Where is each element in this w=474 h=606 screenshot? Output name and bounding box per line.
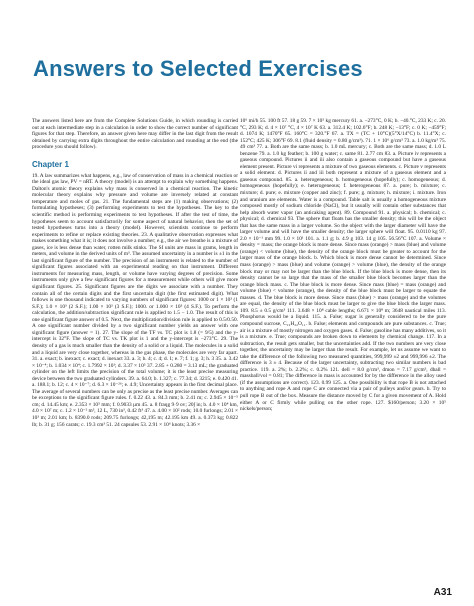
chapter-heading: Chapter 1 [32, 159, 69, 169]
page-number: A31 [433, 587, 452, 598]
right-column [240, 118, 446, 578]
left-column [32, 118, 238, 586]
right-answers-text: 10⁶ mi/h 55. 100 ft 57. 18 g 59. 7 × 10⁵ kg mercury 61. a. −273°C, 0 K; b. −40.°C, 233 K; c. 20.°C, 293 K; d. 4 × 10⁷ °C, 4 × 10⁷ K 63. a. 312.4 K; 102.6°F; b. 248 K; −13°F; c. 0 K; −459°F; d. 1074 K; 1470°F 65. 160°C = 320.°F 67. a. TX = (TC + 10°C)(5°X/14°C) b. 11.4°X; c. 152°C; 425 K; 306°F 69. 8.1 (fluid density = 0.80 g/cm³). 71. 1 × 10⁶ g/cm³ 73. a. 1.0 kg/m³ 75. 49 cm³ 77. a. Both are the same mass; b. 1.0 mL mercury; c. Both are the same mass; d. 1.0 L benzene 79. a. 1.0 kg feather; b. 100 g water; c. same 81. 2.77 cm 83. a. Picture iv represents a gaseous compound. Pictures ii and iii also contain a gaseous compound but have a gaseous element present. Picture vi represents a mixture of two gaseous elements. c. Picture v represents a solid element. d. Pictures ii and iii both represent a mixture of a gaseous element and a gaseous compound. 85. a. heterogeneous; b. homogeneous (hopefully); c. homogeneous; d. homogeneous (hopefully); e. heterogeneous; f. heterogeneous 87. a. pure; b. mixture; c. mixture; d. pure; e. mixture (copper and zinc); f. pure; g. mixture; h. mixture; i. mixture. Iron and uranium are elements. Water is a compound. Table salt is usually a homogeneous mixture composed mostly of sodium chloride (NaCl), but it usually will contain other substances that help absorb water vapor (an anticaking agent). 89. Compound 91. a. physical; b. chemical; c. physical; d. chemical 93. The sphere that floats has the smaller density; this will be the object that has the same mass in a larger volume. So the object with the larger diameter will have the larger volume and will have the smaller density; the larger sphere will float. 95. 0.0110 kg 97. 2.0 × 10⁻¹ mm 99. 1.0 × 10¹ 101. a. 1.1 g; b. 4.9 g 103. 14 g 105. 56.56°C 107. a. Volume × density = mass; the orange block is more dense. Since mass (orange) > mass (blue) and volume (orange) < volume (blue), the density of the orange block must be greater to account for the larger mass of the orange block. b. Which block is more dense cannot be determined. Since mass (orange) > mass (blue) and volume (orange) > volume (blue), the density of the orange block may or may not be larger than the blue block. If the blue block is more dense, then its density cannot be so large that the mass of the smaller blue block becomes larger than the orange block mass. c. The blue block is more dense. Since mass (blue) = mass (orange) and volume (blue) < volume (orange), the density of the blue block must be larger to equate the masses. d. The blue block is more dense. Since mass (blue) > mass (orange) and the volumes are equal, the density of the blue block must be larger to give the blue block the larger mass. 109. 8.5 ± 0.5 g/cm³ 111. 3.648 × 10⁸ cable lengths; 6.671 × 10⁸ m; 3648 nautical miles 113. Phosphorus would be a liquid. 115. a. False; sugar is generally considered to be the pure compound sucrose, C₁₂H₂₂O₁₁. b. False; elements and compounds are pure substances. c. True; air is a mixture of mostly nitrogen and oxygen gases. d. False; gasoline has many additives, so it is a mixture. e. True; compounds are broken down to elements by chemical change. 117. In a subtraction, the result gets smaller, but the uncertainties add. If the two numbers are very close together, the uncertainty may be larger than the result. For example, let us assume we want to take the difference of the following two measured quantities, 999,999 ±2 and 999,996 ±2. The difference is 3 ± 4. Because of the larger uncertainty, subtracting two similar numbers is bad practice. 119. a. 2%; b. 2.2%; c. 0.2% 121. dell = 8.0 g/cm³, dmon = 7.17 g/cm³, dball = massball/vol = 0.81; The difference in mass is accounted for by the difference in the alloy used (if the assumptions are correct). 123. 0.99 125. a. One possibility is that rope B is not attached to anything and rope A and rope C are connected via a pair of pulleys and/or gears. b. Try to pull rope B out of the box. Measure the distance moved by C for a given movement of A. Hold either A or C firmly while pulling on the other rope. 127. $160/person; 3.20 × 10⁵ nickels/person; [240, 118, 446, 413]
page-title: Answers to Selected Exercises [33, 56, 363, 81]
intro-paragraph: The answers listed here are from the Complete Solutions Guide, in which rounding is carried out at each intermediate step in a calculation in order to show the correct number of significant figures for that step. Therefore, an answer given here may differ in the last digit from the result obtained by carrying extra digits throughout the entire calculation and rounding at the end (the procedure you should follow). [32, 118, 238, 151]
left-answers-text: 19. A law summarizes what happens, e.g., law of conservation of mass in a chemical reaction or the ideal gas law, PV = nRT. A theory (model) is an attempt to explain why something happens. Dalton's atomic theory explains why mass is conserved in a chemical reaction. The kinetic molecular theory explains why pressure and volume are inversely related at constant temperature and moles of gas. 21. The fundamental steps are (1) making observations; (2) formulating hypotheses; (3) performing experiments to test the hypotheses. The key to the scientific method is performing experiments to test hypotheses. If after the test of time, the hypotheses seem to account satisfactorily for some aspect of natural behavior, then the set of tested hypotheses turns into a theory (model). However, scientists continue to perform experiments to refine or replace existing theories. 23. A qualitative observation expresses what makes something what it is; it does not involve a number; e.g., the air we breathe is a mixture of gases, ice is less dense than water, rotten milk stinks. The SI units are mass in grams, length in meters, and volume in the derived units of m³. The assumed uncertainty in a number is ±1 in the last significant figure of the number. The precision of an instrument is related to the number of significant figures associated with an experimental reading on that instrument. Different instruments for measuring mass, length, or volume have varying degrees of precision. Some instruments only give a few significant figures for a measurement while others will give more significant figures. 25. Significant figures are the digits we associate with a number. They contain all of the certain digits and the first uncertain digit (the first estimated digit). What follows is one thousand indicated to varying numbers of significant figures: 1000 or 1 × 10³ (1 S.F.); 1.0 × 10³ (2 S.F.); 1.00 × 10³ (3 S.F.); 1000. or 1.000 × 10³ (4 S.F.). To perform the calculation, the addition/subtraction significant rule is applied to 1.5 − 1.0. The result of this is one significant figure answer of 0.5. Next, the multiplication/division rule is applied to 0.5/0.50. A one significant number divided by a two significant number yields an answer with one significant figure (answer = 1). 27. The slope of the TF vs. TC plot is 1.8 (= 9/5) and the y-intercept is 32°F. The slope of TC vs. TK plot is 1 and the y-intercept is −273°C. 29. The density of a gas is much smaller than the density of a solid or a liquid. The molecules in a solid and a liquid are very close together, whereas in the gas phase, the molecules are very far apart. 31. a. exact; b. inexact; c. exact; d. inexact 33. a. 3; b. 4; c. 4; d. 1; e. 7; f. 1; g. 3; h. 3 35. a. 3.42 × 10⁻⁴; b. 1.034 × 10⁴; c. 1.7992 × 10¹; d. 3.37 × 10⁵ 37. 2.85 + 0.280 = 3.13 mL; the graduated cylinder on the left limits the precision of the total volume; it is the least precise measuring device between the two graduated cylinders. 39. a. 64.0; b. 1.327; c. 77.34; d. 3215; e. 0.420 41. a. 188.1; b. 12; c. 4 × 10⁻⁷; d. 6.3 × 10⁻²⁶; e. 4.9; Uncertainty appears in the first decimal place. The average of several numbers can be only as precise as the least precise number. Averages can be exceptions to the significant figure rules. f. 0.22 43. a. 84.3 mm; b. 2.41 m; c. 2.945 × 10⁻⁵ cm; d. 14.45 km; e. 2.353 × 10⁵ mm; f. 0.9033 µm 45. a. 8 fraqg 9·9 ov; 20∫ in; b. 4.0 × 10⁴ km, 4.0 × 10⁷ m; c. 1.2 × 10⁻² m³, 12 L, 730 in³, 0.42 ft³ 47. a. 4.00 × 10² rods; 10.0 furlongs; 2.01 × 10³ m; 2.01 km; b. 8390.0 rods; 209.75 furlongs; 42,195 m; 42.195 km 49. a. 0.373 kg; 0.822 lb; b. 31 g; 156 carats; c. 19.3 cm³ 51. 24 capsules 53. 2.91 × 10⁶ knots; 3.36 × [32, 172, 238, 428]
